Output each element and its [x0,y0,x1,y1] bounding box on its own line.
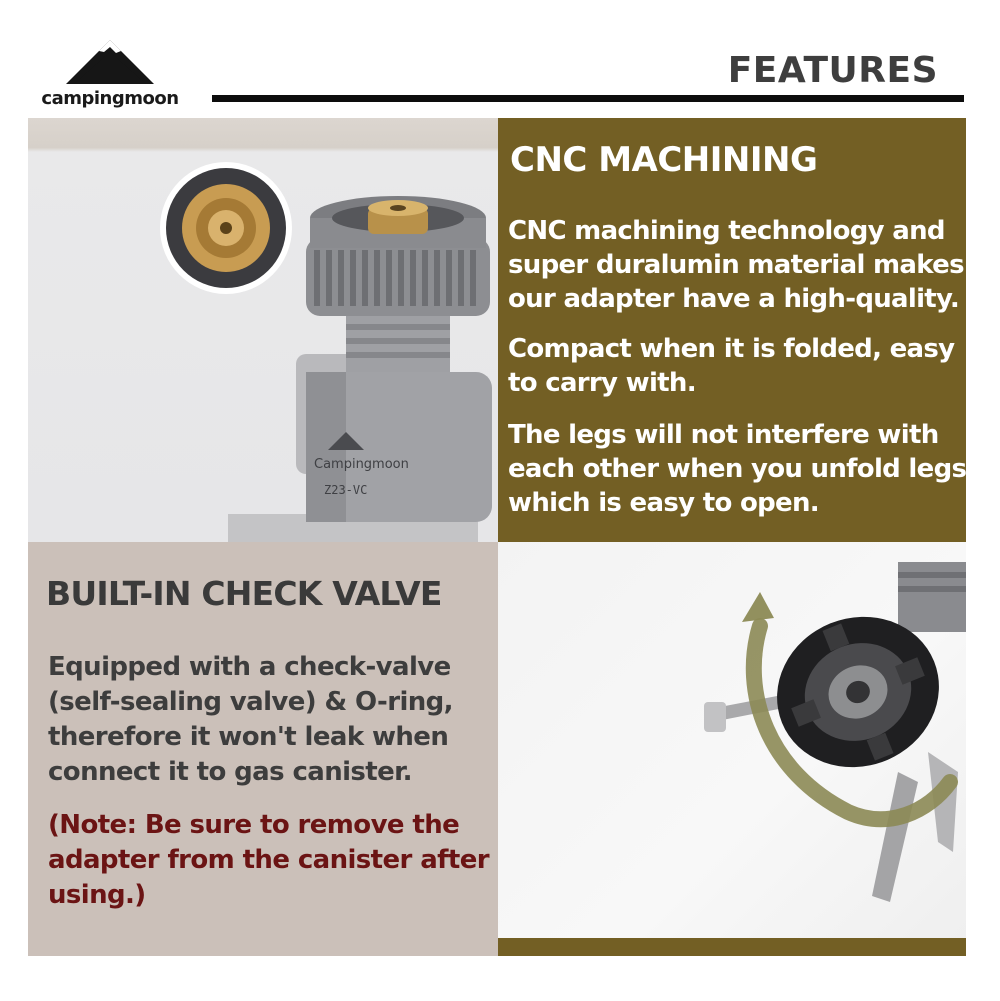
cnc-heading: CNC MACHINING [510,140,818,180]
text-line: Compact when it is folded, easy [508,334,955,364]
text-line: super duralumin material makes [508,250,964,280]
adapter-photo [28,118,498,542]
adapter-illustration [28,118,498,542]
text-line: our adapter have a high-quality. [508,284,960,314]
cnc-paragraph-2 [508,332,978,400]
text-line: to carry with. [508,368,696,398]
text-line: using.) [48,880,146,910]
text-line: adapter from the canister after [48,845,489,875]
text-line: CNC machining technology and [508,216,945,246]
text-line: Equipped with a check-valve [48,652,451,682]
removal-note [48,808,493,913]
check-valve-panel [28,542,498,956]
text-line: (Note: Be sure to remove the [48,810,460,840]
check-valve-description [48,650,493,790]
page-title: FEATURES [727,50,938,91]
folding-legs-illustration [498,542,966,938]
mountain-logo-icon [66,38,154,86]
brand-name: campingmoon [41,88,179,109]
engraved-brand: Campingmoon [314,457,409,472]
text-line: which is easy to open. [508,488,819,518]
campingmoon-logo [30,38,190,112]
folding-legs-photo [498,542,966,938]
text-line: The legs will not interfere with [508,420,939,450]
olive-footer-strip [498,938,966,956]
header-divider [212,95,964,102]
cnc-paragraph-1 [508,214,978,316]
text-line: therefore it won't leak when [48,722,449,752]
text-line: (self-sealing valve) & O-ring, [48,687,453,717]
check-valve-heading: BUILT-IN CHECK VALVE [46,574,442,613]
cnc-paragraph-3 [508,418,978,520]
engraved-model: Z23-VC [324,483,368,497]
cnc-machining-panel [498,118,976,542]
text-line: each other when you unfold legs, [508,454,976,484]
text-line: connect it to gas canister. [48,757,412,787]
